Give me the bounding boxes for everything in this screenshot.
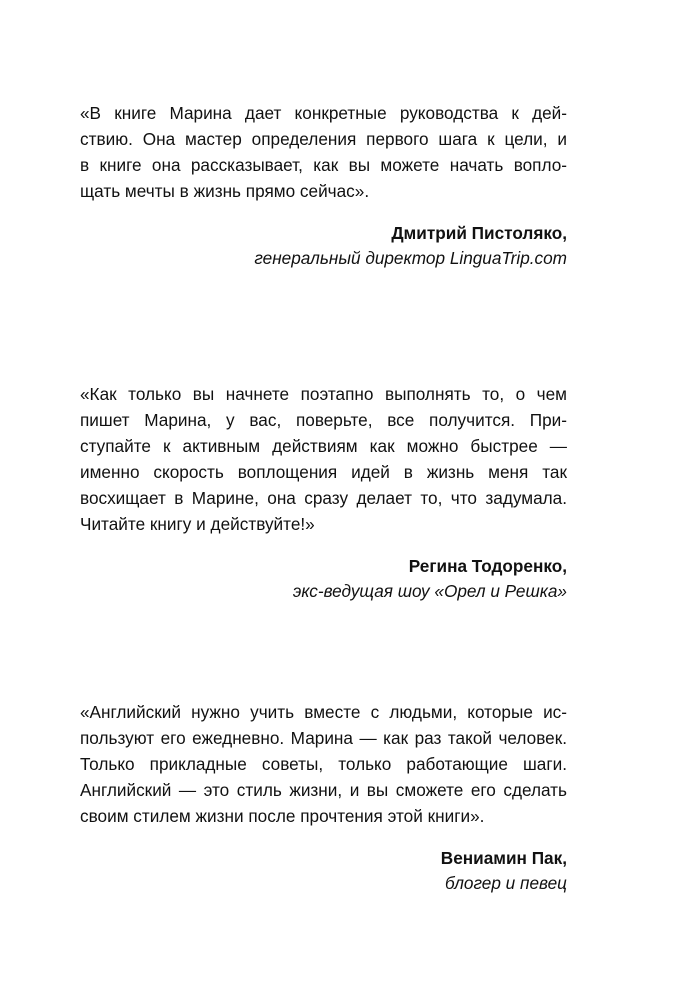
author-name: Регина Тодоренко, — [408, 556, 567, 576]
quote-line: своим стилем жизни после прочтения этой книги». — [80, 806, 485, 826]
quote-line: Английский — это стиль жизни, и вы сможете его сделать — [80, 780, 567, 800]
quote-line: «Как только вы начнете поэтапно выполнять то, о чем — [80, 384, 567, 404]
quote-line: в книге она рассказывает, как вы можете начать вопло- — [80, 155, 567, 175]
testimonial-attribution — [80, 221, 567, 271]
quote-line: восхищает в Марине, она сразу делает то, что задумала. — [80, 488, 567, 508]
testimonial-attribution — [80, 554, 567, 604]
quote-line: «Английский нужно учить вместе с людьми, которые ис- — [80, 702, 567, 722]
testimonial-quote — [80, 699, 567, 829]
author-role: генеральный директор LinguaTrip.com — [254, 248, 567, 268]
testimonial-attribution — [80, 846, 567, 896]
quote-line: пишет Марина, у вас, поверьте, все получится. При- — [80, 410, 567, 430]
quote-line: именно скорость воплощения идей в жизнь меня так — [80, 462, 567, 482]
quote-line: ступайте к активным действиям как можно быстрее — — [80, 436, 567, 456]
quote-line: Только прикладные советы, только работающие шаги. — [80, 754, 567, 774]
quote-line: щать мечты в жизнь прямо сейчас». — [80, 181, 370, 201]
testimonial — [80, 100, 567, 271]
author-role: экс-ведущая шоу «Орел и Решка» — [292, 581, 567, 601]
testimonial — [80, 699, 567, 896]
quote-line: Читайте книгу и действуйте!» — [80, 514, 315, 534]
author-role: блогер и певец — [444, 873, 567, 893]
testimonial-quote — [80, 100, 567, 204]
author-name: Вениамин Пак, — [440, 848, 567, 868]
author-name: Дмитрий Пистоляко, — [391, 223, 567, 243]
testimonial-quote — [80, 381, 567, 537]
quote-line: «В книге Марина дает конкретные руководства к дей- — [80, 103, 567, 123]
quote-line: пользуют его ежедневно. Марина — как раз такой человек. — [80, 728, 567, 748]
quote-line: ствию. Она мастер определения первого шага к цели, и — [80, 129, 567, 149]
book-page — [80, 0, 567, 1000]
testimonial — [80, 381, 567, 604]
